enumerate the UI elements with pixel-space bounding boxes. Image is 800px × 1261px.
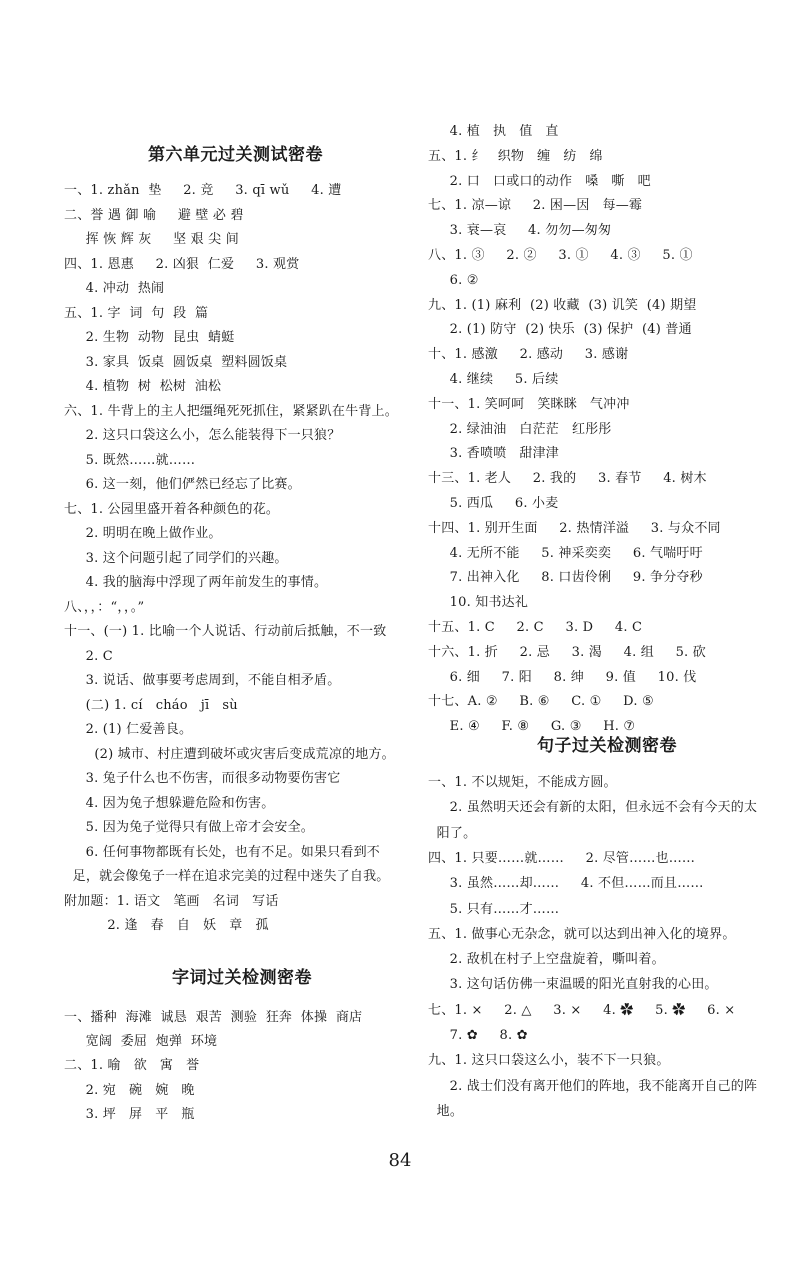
answer-line: 2. 逢 春 自 妖 章 孤 [64,918,269,933]
answer-line: 八、，，：“，，。” [64,599,145,615]
answer-line: 一、1. 不以规矩，不能成方圆。 [428,775,617,790]
answer-line: 四、1. 恩惠 2. 凶狠 仁爱 3. 观赏 [64,256,300,272]
section-title-unit6: 第六单元过关测试密卷 [148,145,323,165]
answer-line: 2. (1) 仁爱善良。 [64,722,193,737]
answer-line: E. ④ F. ⑧ G. ③ H. ⑦ [428,719,636,735]
answer-line: 附加题：1. 语文 笔画 名词 写话 [64,893,279,909]
answer-line: 二、1. 喻 欲 寓 誉 [64,1058,200,1074]
answer-line: (2) 城市、村庄遭到破坏或灾害后变成荒凉的地方。 [64,746,395,762]
section-title-sentence: 句子过关检测密卷 [537,736,677,756]
answer-line: 十一、1. 笑呵呵 笑眯眯 气冲冲 [428,396,630,412]
answer-line: 3. 这个问题引起了同学们的兴趣。 [64,550,288,566]
answer-line: 3. 虽然……却…… 4. 不但……而且…… [428,876,704,892]
answer-line: 2. (1) 防守 (2) 快乐 (3) 保护 (4) 普通 [428,322,692,338]
answer-line: 2. 宛 碗 婉 晚 [64,1082,195,1098]
answer-line: 五、1. 字 词 句 段 篇 [64,305,209,321]
answer-line: 5. 因为兔子觉得只有做上帝才会安全。 [64,820,314,835]
answer-line: 4. 我的脑海中浮现了两年前发生的事情。 [64,575,328,590]
answer-line: 4. 因为兔子想躲避危险和伤害。 [64,795,275,811]
answer-line: 十五、1. C 2. C 3. D 4. C [428,620,643,635]
answer-line: 10. 知书达礼 [428,595,529,611]
answer-line: 3. 说话、做事要考虑周到，不能自相矛盾。 [64,673,341,688]
answer-line: 地。 [428,1103,464,1119]
answer-line: 九、1. 这只口袋这么小，装不下一只狼。 [428,1053,670,1069]
answer-line: 阳了。 [428,825,477,841]
page-number: 84 [388,1150,412,1171]
answer-line: 6. 这一刻，他们俨然已经忘了比赛。 [64,477,301,492]
answer-line: 2. 战士们没有离开他们的阵地，我不能离开自己的阵 [428,1078,758,1094]
answer-line: 7. ✿ 8. ✿ [428,1028,528,1043]
answer-line: 挥 恢 辉 灰 坚 艰 尖 间 [64,232,239,247]
answer-line: 3. 这句话仿佛一束温暖的阳光直射我的心田。 [428,977,718,993]
answer-line: 7. 出神入化 8. 口齿伶俐 9. 争分夺秒 [428,570,703,586]
answer-line: 6. ② [428,272,479,288]
answer-line: 2. 这只口袋这么小，怎么能装得下一只狼？ [64,428,341,443]
answer-line: 七、1. 凉—谅 2. 困—因 每—霉 [428,198,643,214]
answer-line: 3. 香喷喷 甜津津 [428,446,559,462]
answer-line: 十四、1. 别开生面 2. 热情洋溢 3. 与众不同 [428,520,721,536]
answer-line: 九、1. (1) 麻利 (2) 收藏 (3) 讥笑 (4) 期望 [428,297,697,313]
answer-line: 一、1. zhǎn 垫 2. 竞 3. qī wǔ 4. 遭 [64,183,342,198]
answer-line: 八、1. ③ 2. ② 3. ① 4. ③ 5. ① [428,248,693,263]
answer-line: 2. 生物 动物 昆虫 蜻蜓 [64,330,235,345]
answer-line: 2. 虽然明天还会有新的太阳，但永远不会有今天的太 [428,800,758,816]
answer-line: 七、1. × 2. △ 3. × 4. ✿ 5. ✿ 6. × [428,1002,736,1018]
answer-line: 十一、(一) 1. 比喻一个人说话、行动前后抵触，不一致 [64,624,387,639]
answer-line: 十七、A. ② B. ⑥ C. ① D. ⑤ [428,694,654,710]
answer-line: 5. 西瓜 6. 小麦 [428,496,559,511]
answer-line: (二) 1. cí cháo jī sù [64,697,238,713]
answer-line: 十六、1. 折 2. 忌 3. 渴 4. 组 5. 砍 [428,644,706,660]
answer-line: 6. 任何事物都既有长处，也有不足。如果只看到不 [64,844,380,860]
answer-line: 5. 既然……就…… [64,452,196,468]
answer-line: 3. 家具 饭桌 圆饭桌 塑料圆饭桌 [64,354,288,370]
answer-line: 七、1. 公园里盛开着各种颜色的花。 [64,501,280,517]
answer-line: 一、播种 海滩 诚恳 艰苦 测验 狂奔 体操 商店 [64,1010,363,1025]
answer-line: 4. 冲动 热闹 [64,281,165,296]
answer-line: 6. 细 7. 阳 8. 绅 9. 值 10. 伐 [428,669,697,685]
answer-line: 2. 敌机在村子上空盘旋着，嘶叫着。 [428,952,665,968]
answer-line: 十、1. 感激 2. 感动 3. 感谢 [428,347,629,363]
answer-line: 十三、1. 老人 2. 我的 3. 春节 4. 树木 [428,471,707,487]
answer-line: 3. 坪 屏 平 瓶 [64,1106,195,1122]
answer-line: 2. 口 口或口的动作 嗓 嘶 吧 [428,173,651,189]
answer-line: 二、誉 遇 御 喻 避 壁 必 碧 [64,207,244,223]
answer-line: 五、1. 做事心无杂念，就可以达到出神入化的境界。 [428,926,736,942]
answer-line: 4. 植物 树 松树 油松 [64,379,222,394]
answer-line: 四、1. 只要……就…… 2. 尽管……也…… [428,850,696,866]
answer-line: 3. 衰—哀 4. 勿勿—匆匆 [428,223,612,239]
answer-line: 4. 植 执 值 直 [428,124,559,139]
answer-line: 足，就会像兔子一样在追求完美的过程中迷失了自我。 [64,869,390,884]
answer-line: 2. 明明在晚上做作业。 [64,526,222,541]
answer-line: 2. C [64,648,113,664]
answer-line: 宽阔 委屈 炮弹 环境 [64,1034,218,1050]
answer-line: 4. 无所不能 5. 神采奕奕 6. 气喘吁吁 [428,545,703,561]
answer-line: 六、1. 牛背上的主人把缰绳死死抓住，紧紧趴在牛背上。 [64,403,398,419]
answer-line: 2. 绿油油 白茫茫 红彤彤 [428,421,612,437]
answer-line: 4. 继续 5. 后续 [428,372,559,387]
answer-line: 3. 兔子什么也不伤害，而很多动物要伤害它 [64,771,341,786]
answer-line: 5. 只有……才…… [428,901,560,917]
answer-line: 五、1. 纟 织物 缠 纺 绵 [428,148,603,164]
section-title-vocab: 字词过关检测密卷 [172,968,312,988]
